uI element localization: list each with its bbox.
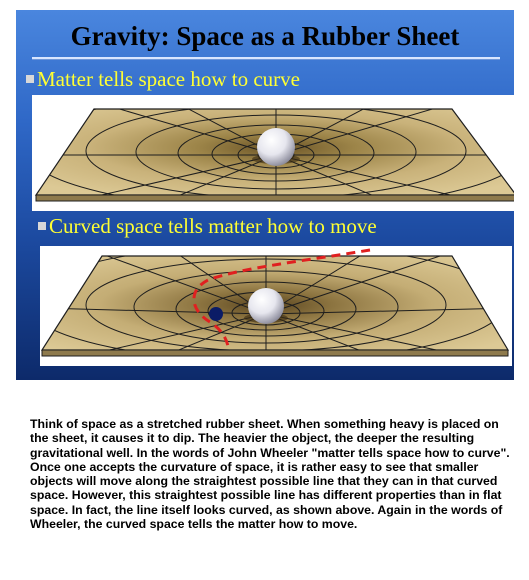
slide: [16, 10, 514, 380]
small-object-ball: [209, 307, 223, 321]
bullet-text: Matter tells space how to curve: [37, 67, 300, 91]
bullet-text: Curved space tells matter how to move: [49, 214, 377, 238]
bullet-square-icon: [38, 222, 46, 230]
bullet-matter-curves-space: [26, 67, 300, 91]
explanation-text: Think of space as a stretched rubber sheet. When something heavy is placed on the sheet, it causes it to dip. The heavier the object, the deeper the resulting gravitational well. In the words of John Wheeler "matter tells space how to curve". Once one accepts the curvature of space, it is rather easy to see that smaller objects will move along the straightest possible line that they can in that curved space. However, this straightest possible line has different properties than in flat space. In fact, the line itself looks curved, as shown above. Again in the words of Wheeler, the curved space tells the matter how to move.: [30, 417, 510, 532]
rubber-sheet-diagram: [32, 95, 514, 211]
heavy-mass-ball: [248, 288, 284, 324]
slide-title: Gravity: Space as a Rubber Sheet: [70, 21, 460, 51]
heavy-mass-ball: [257, 128, 295, 166]
bullet-space-moves-matter: [38, 214, 377, 238]
rubber-sheet-illustration-1: [32, 95, 514, 211]
rubber-sheet-illustration-2: [40, 246, 512, 366]
curved-orbit-diagram: [40, 246, 512, 366]
title-divider: [32, 57, 500, 59]
bullet-square-icon: [26, 75, 34, 83]
